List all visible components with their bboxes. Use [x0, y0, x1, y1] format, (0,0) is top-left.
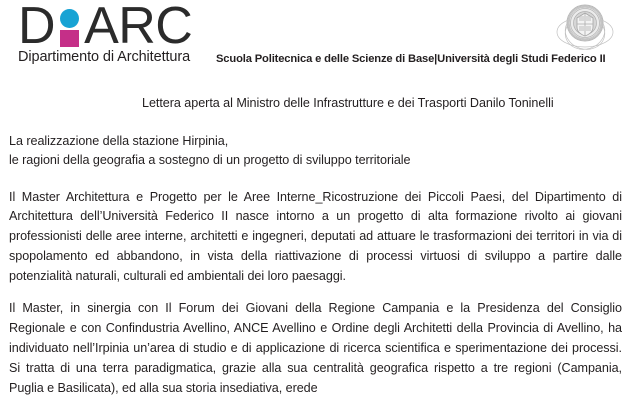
- logo-letter-d: D: [18, 0, 56, 55]
- letterhead: [0, 0, 632, 80]
- subject-line-1: La realizzazione della stazione Hirpinia,: [9, 134, 229, 149]
- logo-i-mark: [56, 4, 82, 47]
- letter-body: [0, 80, 632, 411]
- logo-circle-icon: [60, 9, 79, 28]
- diarc-logo-wordmark: [18, 0, 218, 55]
- subject-line-2: le ragioni della geografia a sostegno di un progetto di sviluppo territoriale: [9, 153, 411, 168]
- letter-paragraph-1: Il Master Architettura e Progetto per le Aree Interne_Ricostruzione dei Piccoli Paesi, del Dipartimento di Architettura dell’Università Federico II nasce intorno a un progetto di alta formazione rivolto ai giovani professionisti delle aree interne, architetti e ingegneri, deputati ad attuare le trasformazioni dei territori in via di spopolamento ed abbandono, in vista della riattivazione di processi virtuosi di sviluppo a partire dalle potenzialità naturali, culturali ed ambientali dei loro paesaggi.: [9, 189, 622, 283]
- school-and-university-line: Scuola Politecnica e delle Scienze di Base|Università degli Studi Federico II: [216, 53, 606, 65]
- diarc-logo: [18, 0, 218, 65]
- logo-square-icon: [60, 30, 79, 47]
- letter-open-title: Lettera aperta al Ministro delle Infrastrutture e dei Trasporti Danilo Toninelli: [142, 96, 554, 110]
- letter-paragraph-2: Il Master, in sinergia con Il Forum dei Giovani della Regione Campania e la Presidenza del Consiglio Regionale e con Confindustria Avellino, ANCE Avellino e Ordine degli Architetti della Provincia di Avellino, ha individuato nell’Irpinia un’area di studio e di applicazione di ricerca scientifica e sperimentazione dei processi. Si tratta di una terra paradigmatica, grazie alla sua centralità geografica rispetto a tre regioni (Campania, Puglia e Basilicata), ed alla sua storia insediativa, erede: [9, 301, 622, 395]
- logo-letters-arc: ARC: [84, 0, 193, 55]
- department-subtitle: Dipartimento di Architettura: [18, 49, 191, 65]
- letter-subject: [9, 132, 622, 171]
- university-seal-icon: [556, 2, 614, 50]
